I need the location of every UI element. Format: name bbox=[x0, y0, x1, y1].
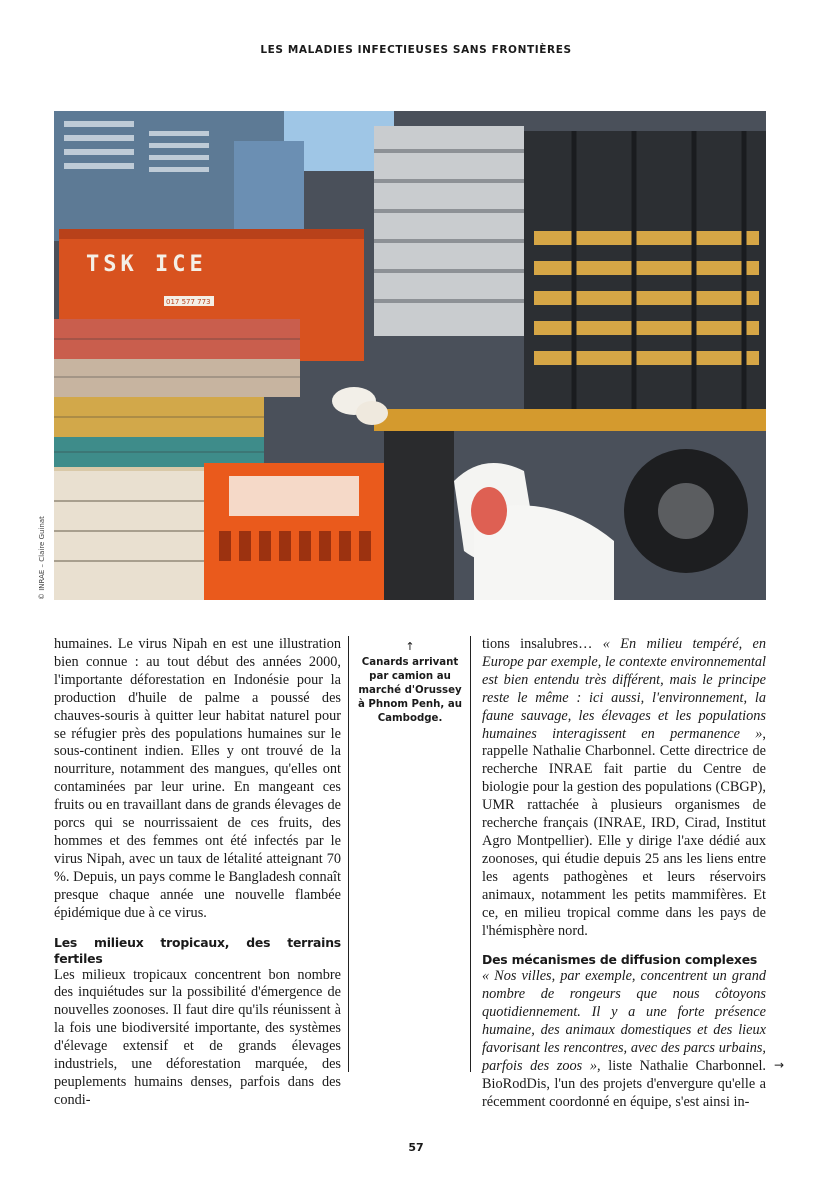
right-p1-end: , rappelle Nathalie Charbonnel. Cette directrice de recherche INRAE fait partie du Centre de biologie pour la gestion des populations (CBGP), UMR rattachée à plusieurs organismes de recherche français (INRAE, IRD, Cirad, Institut Agro Montpellier). Elle y dirige l'axe dédié aux zoonoses, qui étudie depuis 25 ans les liens entre les agents pathogènes et leurs réservoirs animaux, notamment les petits mammifères. Et ce, en milieu tropical comme dans les pays de l'hémisphère nord. bbox=[482, 725, 766, 939]
column-divider-right bbox=[470, 636, 471, 1072]
left-paragraph-2: Les milieux tropicaux concentrent bon nombre des inquiétudes sur la possibilité d'émergence de nouvelles zoonoses. Il faut dire qu'ils réunissent à la fois une biodiversité importante, des systèmes d'élevage extensif et de grands élevages industriels, une déforestation marquée, des peuplements humains denses, parfois dans des condi- bbox=[54, 966, 341, 1108]
right-p2-end: , liste Nathalie Charbonnel. BioRodDis, l'un des projets d'envergure qu'elle a récemment coordonné en équipe, s'est ainsi in- bbox=[482, 1057, 767, 1110]
column-divider-left bbox=[348, 636, 349, 1072]
ice-sign: TSK ICE bbox=[86, 252, 207, 277]
market-photo bbox=[54, 111, 766, 600]
page-number: 57 bbox=[408, 1141, 424, 1154]
photo-caption bbox=[356, 640, 464, 726]
running-head: LES MALADIES INFECTIEUSES SANS FRONTIÈRES bbox=[260, 44, 572, 56]
continue-arrow-icon: → bbox=[774, 1058, 785, 1072]
caption-up-arrow-icon: ↑ bbox=[405, 640, 415, 653]
photo-credit: © INRAE – Claire Guinat bbox=[38, 516, 46, 600]
left-paragraph-1: humaines. Le virus Nipah en est une illustration bien connue : au tout début des années 2000, l'importante déforestation en Indonésie pour la production d'huile de palme a poussé des chauves-souris à quitter leur habitat naturel pour se réfugier près des populations humaines sur le sous-continent indien. Elles y ont trouvé de la nourriture, notamment des mangues, qu'elles ont contaminées par leur urine. En mangeant ces fruits ou en travaillant dans de grands élevages de porcs qui se nourrissaient de ces fruits, des hommes et des femmes ont été infectés par le virus Nipah, avec un taux de létalité atteignant 70 %. Depuis, un pays comme le Bangladesh connaît presque chaque année une nouvelle flambée épidémique due à ce virus. bbox=[54, 636, 341, 921]
left-column bbox=[54, 636, 341, 1110]
right-p1-start: tions insalubres… bbox=[482, 636, 603, 652]
caption-text: Canards arrivant par camion au marché d'Orussey à Phnom Penh, au Cambodge. bbox=[358, 657, 462, 724]
right-paragraph-1 bbox=[482, 636, 766, 940]
phone-sign: 017 577 773 bbox=[166, 298, 211, 306]
right-p2-quote: « Nos villes, par exemple, concentrent un grand nombre de rongeurs que nous côtoyons quotidiennement. Il y a une forte présence humaine, des animaux domestiques et des lieux favorisant les rencontres, avec des parcs urbains, parfois des zoos » bbox=[482, 968, 766, 1074]
right-column bbox=[482, 636, 766, 1112]
section-heading-2: Des mécanismes de diffusion complexes bbox=[482, 952, 758, 968]
right-paragraph-2 bbox=[482, 968, 766, 1111]
section-heading-1: Les milieux tropicaux, des terrains fertiles bbox=[54, 934, 341, 966]
right-p1-quote: « En milieu tempéré, en Europe par exemple, le contexte environnemental est bien entendu très différent, mais le principe reste le même : ici aussi, l'environnement, la faune sauvage, les élevages et les populations humaines interagissent en permanence » bbox=[482, 636, 766, 742]
